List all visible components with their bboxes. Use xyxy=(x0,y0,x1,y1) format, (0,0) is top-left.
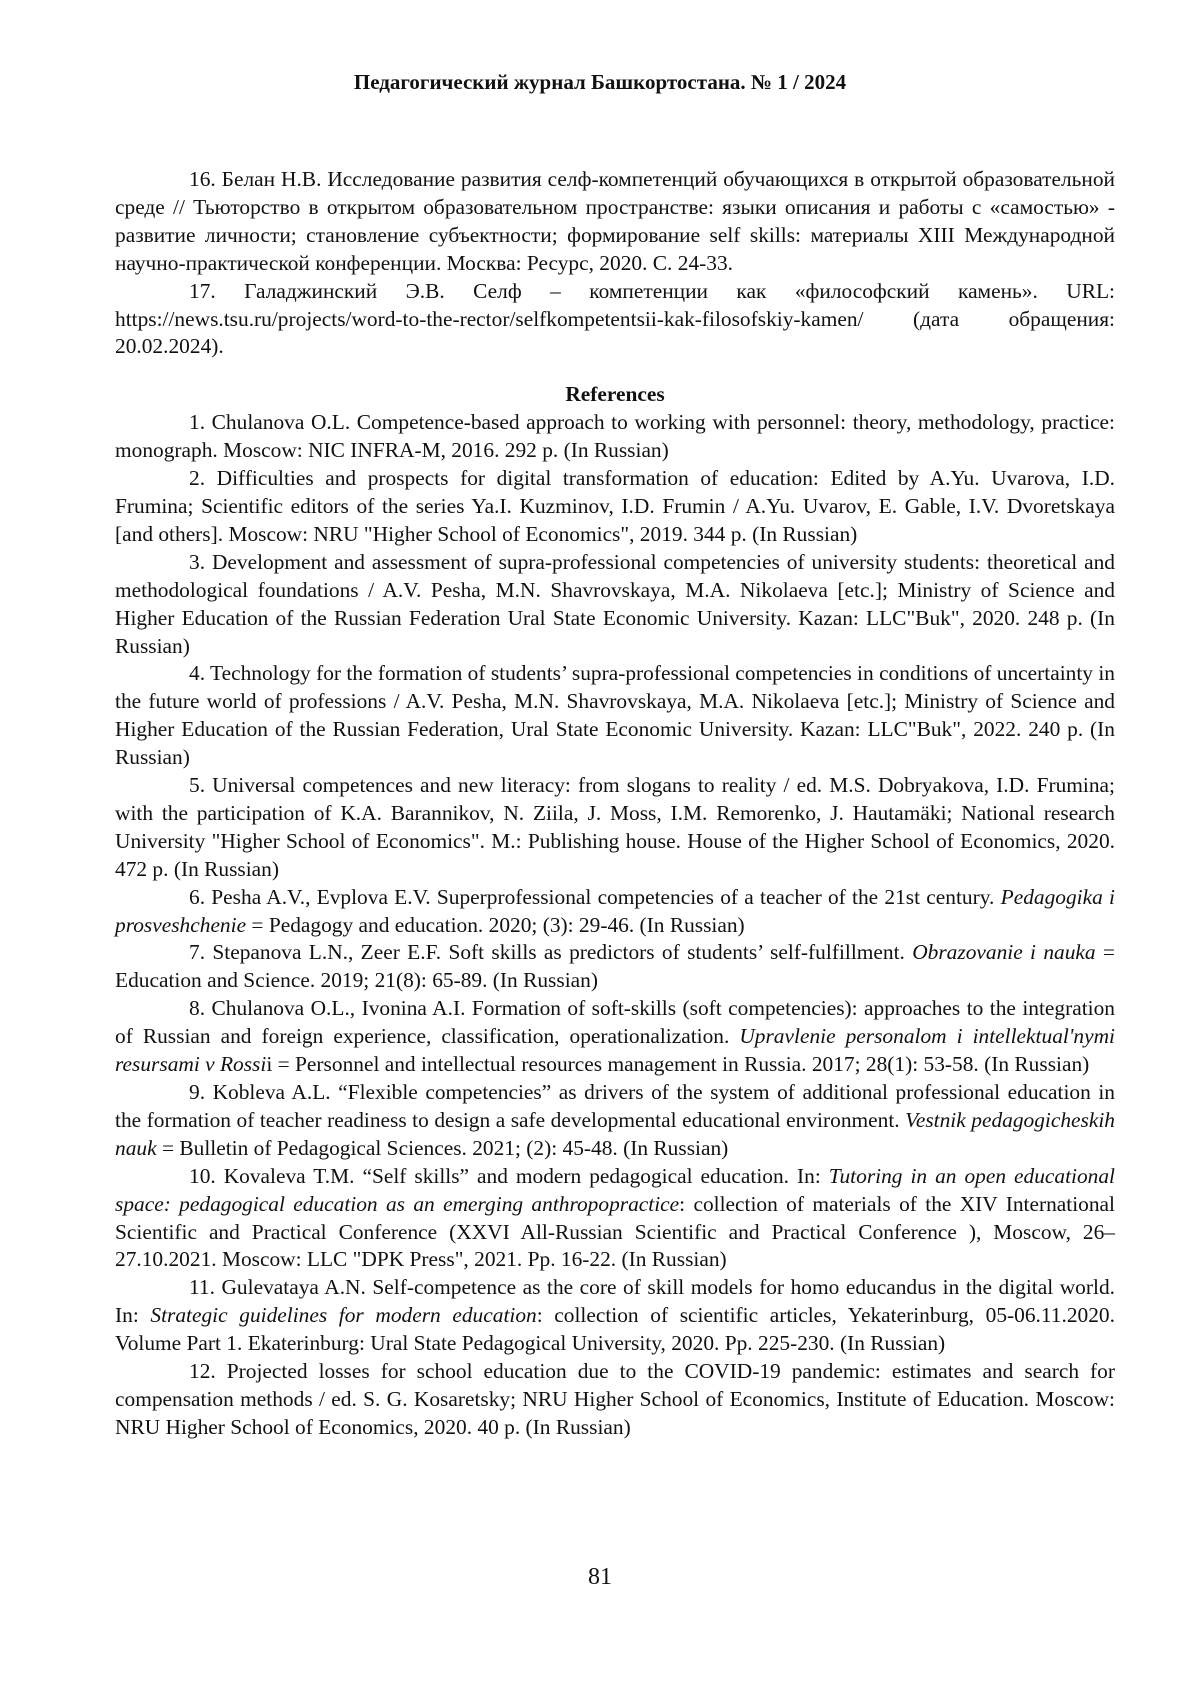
russian-reference-list xyxy=(115,166,1115,361)
reference-item xyxy=(115,939,1115,995)
reference-text: 1. Chulanova O.L. Competence-based approach to working with personnel: theory, methodology, practice: monograph. Moscow: NIC INFRA-M, 2016. 292 p. (In Russian) xyxy=(115,410,1115,463)
reference-text: : collection of materials of the XIV International Scientific and Practical Conference (XXVI All-Russian Scientific and Practical Conference ), Moscow, 26–27.10.2021. Moscow: LLC "DPK Press", 2021. Pp. 16-22. (In Russian) xyxy=(115,1191,1115,1272)
reference-item xyxy=(115,660,1115,772)
reference-item: 17. Галаджинский Э.В. Селф – компетенции как «философский камень». URL: https://news.tsu.ru/projects/word-to-the-rector/selfkompetentsii-kak-filosofskiy-kamen/ (дата обращения: 20.02.2024). xyxy=(115,278,1115,359)
reference-item xyxy=(115,995,1115,1079)
reference-text: 11. Gulevataya A.N. Self-competence as the core of skill models for homo educandus in the digital world. In: xyxy=(115,1275,1115,1328)
reference-item xyxy=(115,1274,1115,1358)
reference-text: 3. Development and assessment of supra-professional competencies of university students: theoretical and methodological foundations / A.V. Pesha, M.N. Shavrovskaya, M.A. Nikolaeva [etc.]; Ministry of Science and Higher Education of the Russian Federation Ural State Economic University. Kazan: LLC"Buk", 2020. 248 p. (In Russian) xyxy=(115,549,1115,658)
reference-item: 16. Белан Н.В. Исследование развития селф-компетенций обучающихся в открытой образовательной среде // Тьюторство в открытом образовательном пространстве: языки описания и работы с «самостью» - развитие личности; становление субъектности; формирование self skills: материалы XIII Международной научно-практической конференции. Москва: Ресурс, 2020. С. 24-33. xyxy=(115,167,1115,275)
journal-title-italic: Obrazovanie i nauka xyxy=(912,940,1096,965)
reference-item xyxy=(115,1358,1115,1442)
reference-item xyxy=(115,1079,1115,1163)
reference-text: 2. Difficulties and prospects for digital transformation of education: Edited by A.Yu. Uvarova, I.D. Frumina; Scientific editors of the series Ya.I. Kuzminov, I.D. Frumin / A.Yu. Uvarov, E. Gable, I.V. Dvoretskaya [and others]. Moscow: NRU "Higher School of Economics", 2019. 344 p. (In Russian) xyxy=(115,466,1115,546)
reference-item xyxy=(115,884,1115,940)
references-heading: References xyxy=(565,382,665,407)
reference-item xyxy=(115,772,1115,884)
reference-text: 12. Projected losses for school education due to the COVID-19 pandemic: estimates and search for compensation methods / ed. S. G. Kosaretsky; NRU Higher School of Economics, Institute of Education. Moscow: NRU Higher School of Economics, 2020. 40 p. (In Russian) xyxy=(115,1359,1115,1439)
reference-text: 10. Kovaleva T.M. “Self skills” and modern pedagogical education. In: xyxy=(189,1163,829,1188)
reference-text: 5. Universal competences and new literacy: from slogans to reality / ed. M.S. Dobryakova, I.D. Frumina; with the participation of K.A. Barannikov, N. Ziila, J. Moss, I.M. Remorenko, J. Hautamäki; National research University "Higher School of Economics". M.: Publishing house. House of the Higher School of Economics, 2020. 472 p. (In Russian) xyxy=(115,773,1115,881)
reference-item xyxy=(115,1163,1115,1275)
reference-text: 8. Chulanova O.L., Ivonina A.I. Formation of soft-skills (soft competencies): approaches to the integration of Russian and foreign experience, classification, operationalization. xyxy=(115,996,1115,1049)
reference-text: 7. Stepanova L.N., Zeer E.F. Soft skills as predictors of students’ self-fulfillment. xyxy=(189,940,913,965)
journal-title-italic: Pedagogika i prosveshchenie xyxy=(115,884,1115,937)
journal-title-italic: Upravlenie personalom i intellektual'nymi resursami v Rossi xyxy=(115,1024,1115,1077)
references-list xyxy=(115,409,1115,1442)
reference-text: i = Personnel and intellectual resources management in Russia. 2017; 28(1): 53-58. (In Russian) xyxy=(266,1052,1090,1077)
journal-title-italic: Tutoring in an open educational space: pedagogical education as an emerging anthropopractice xyxy=(115,1163,1115,1216)
page-number: 81 xyxy=(588,1564,612,1590)
reference-text: = Education and Science. 2019; 21(8): 65-89. (In Russian) xyxy=(115,940,1115,993)
reference-item xyxy=(115,409,1115,465)
reference-text: 4. Technology for the formation of students’ supra-professional competencies in conditions of uncertainty in the future world of professions / A.V. Pesha, M.N. Shavrovskaya, M.A. Nikolaeva [etc.]; Ministry of Science and Higher Education of the Russian Federation, Ural State Economic University. Kazan: LLC"Buk", 2022. 240 p. (In Russian) xyxy=(115,661,1115,770)
page-body xyxy=(115,166,1115,1442)
reference-item xyxy=(115,465,1115,549)
journal-header: Педагогический журнал Башкортостана. № 1 / 2024 xyxy=(353,70,847,94)
journal-title-italic: Vestnik pedagogicheskih nauk xyxy=(115,1107,1116,1160)
reference-text: 9. Kobleva A.L. “Flexible competencies” as drivers of the system of additional professional education in the formation of teacher readiness to design a safe developmental educational environment. xyxy=(115,1080,1115,1132)
reference-text: 6. Pesha A.V., Evplova E.V. Superprofessional competencies of a teacher of the 21st century. xyxy=(189,884,1001,909)
reference-text: = Bulletin of Pedagogical Sciences. 2021; (2): 45-48. (In Russian) xyxy=(156,1135,729,1160)
reference-item xyxy=(115,549,1115,661)
reference-text: = Pedagogy and education. 2020; (3): 29-46. (In Russian) xyxy=(246,912,745,937)
journal-title-italic: Strategic guidelines for modern education xyxy=(150,1303,537,1328)
reference-text: : collection of scientific articles, Yekaterinburg, 05-06.11.2020. Volume Part 1. Ekaterinburg: Ural State Pedagogical University, 2020. Pp. 225-230. (In Russian) xyxy=(115,1303,1115,1356)
